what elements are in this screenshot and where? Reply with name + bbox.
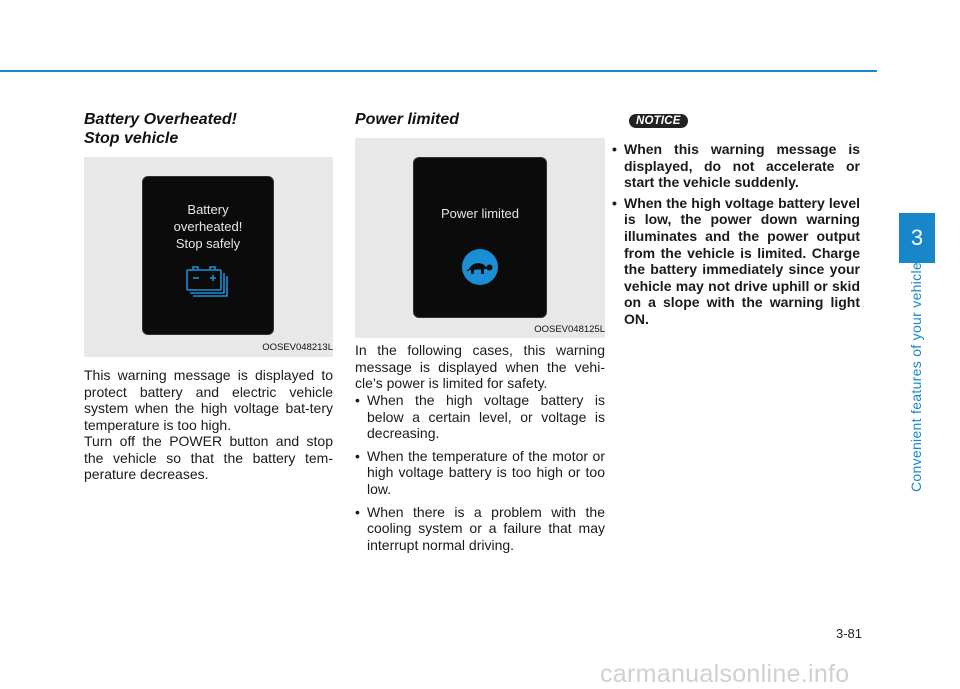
notice-list: [612, 141, 860, 332]
chapter-tab: 3: [899, 213, 935, 263]
list-item: • When this warning message is displayed, do not accelerate or start the vehicle suddenly.: [612, 141, 860, 191]
bullet-list: [355, 392, 605, 559]
cluster-display: [142, 176, 274, 335]
display-message: Battery overheated! Stop safely: [173, 202, 243, 251]
list-item: • When the high voltage battery level is low, the power down warning illuminates and the power output from the vehicle is limited. Charge the battery immediately since your vehicle may not drive uphill or skid on a slope with the warning light ON.: [612, 195, 860, 328]
list-item: • When the temperature of the motor or high voltage battery is too high or too low.: [355, 448, 605, 498]
notice-badge: NOTICE: [629, 114, 688, 128]
watermark: carmanualsonline.info: [600, 660, 850, 688]
figure-code: OOSEV048213L: [262, 342, 333, 353]
turtle-icon: [461, 248, 499, 286]
paragraph: In the following cases, this warning message is displayed when the vehi-cle’s power is limited for safety.: [355, 342, 605, 392]
cluster-display: [413, 157, 547, 318]
figure-power-limited: [355, 138, 605, 338]
display-message: Power limited: [440, 206, 520, 221]
list-item: • When the high voltage battery is below a certain level, or voltage is decreasing.: [355, 392, 605, 442]
page-number: 3-81: [836, 626, 863, 641]
list-item: • When there is a problem with the cooling system or a failure that may interrupt normal driving.: [355, 504, 605, 554]
section-heading-power-limited: Power limited: [355, 111, 460, 128]
chapter-title: Convenient features of your vehicle: [908, 262, 924, 492]
figure-battery-overheated: [84, 157, 333, 357]
battery-warning-icon: [183, 263, 233, 299]
paragraph: Turn off the POWER button and stop the vehicle so that the battery tem-perature decreases.: [84, 433, 333, 483]
figure-code: OOSEV048125L: [534, 324, 605, 335]
section-heading-battery-overheated: Battery Overheated! Stop vehicle: [84, 111, 237, 147]
paragraph: This warning message is displayed to protect battery and electric vehicle system when the high voltage bat-tery temperature is too high.: [84, 367, 333, 433]
header-rule: [0, 70, 877, 72]
